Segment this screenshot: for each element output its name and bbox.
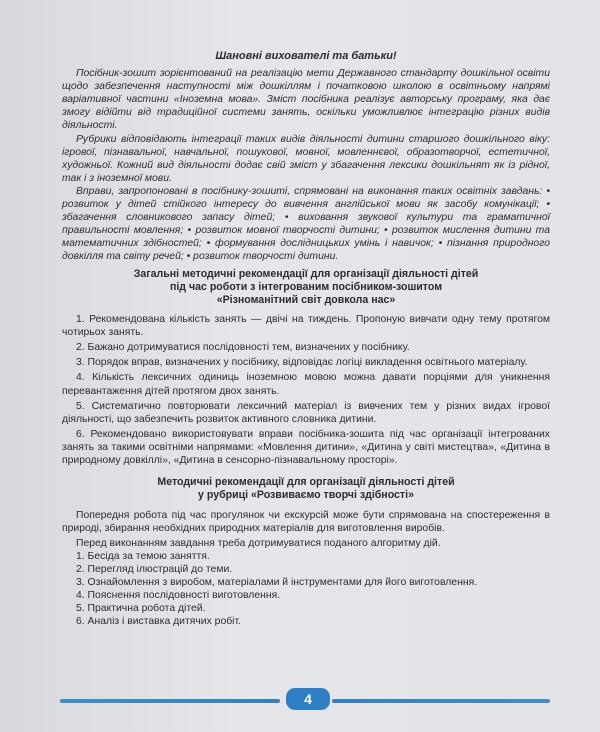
list-item: 2. Бажано дотримуватися послідовності тем, визначених у посібнику. [76, 342, 410, 354]
list-item: 3. Порядок вправ, визначених у посібнику, відповідає логіці викладення освітнього матеріалу. [76, 357, 528, 369]
step-item: 5. Практична робота дітей. [76, 603, 206, 615]
intro-section [62, 67, 550, 263]
footer-rule-left [60, 699, 280, 703]
section2-heading-line: у рубриці «Розвиваємо творчі здібності» [198, 489, 414, 502]
section2-heading [62, 476, 550, 502]
page-number-badge: 4 [286, 688, 330, 710]
list-item: 1. Рекомендована кількість занять — двічі на тиждень. Пропоную вивчати одну тему протягом чотирьох занять. [62, 314, 550, 339]
list-item: 6. Рекомендовано використовувати вправи посібника-зошита під час організації інтегрованих занять за такими освітніми напрямами: «Мовлення дитини», «Дитина у світі мистецтва», «Дитина в природному довкіллі», «Дитина в сенсорно-пізнавальному просторі». [62, 428, 550, 467]
section2-heading-line: Методичні рекомендації для організації діяльності дітей [157, 476, 455, 489]
page-footer [60, 688, 550, 707]
list-item: 5. Систематично повторювати лексичний матеріал із вивчених тем у різних видах ігрової діяльності, що забезпечить розвиток активного словника дитини. [62, 400, 550, 425]
section1-heading-line: під час роботи з інтегрованим посібником-зошитом [169, 280, 443, 293]
step-item: 4. Пояснення послідовності виготовлення. [76, 590, 281, 602]
section2-paragraph: Попередня робота під час прогулянок чи екскурсій може бути спрямована на спостереження в природі, збирання необхідних природних матеріалів для виготовлення виробів. [62, 509, 550, 534]
intro-paragraph: Рубрики відповідають інтеграції таких видів діяльності дитини старшого дошкільного віку: ігрової, пізнавальної, навчальної, пошукової, мовної, мовленнєвої, образотворчої, естетичної, художньої. Кожний вид діяльності додає свій зміст у збагачення лексики дошкільнят як із рідної, так і з іноземної мови. [62, 133, 550, 184]
list-item: 4. Кількість лексичних одиниць іноземною мовою можна давати порціями для уникнення перевантаження дітей протягом двох занять. [62, 372, 550, 397]
section2-paragraph: Перед виконанням завдання треба дотримуватися поданого алгоритму дій. [76, 537, 441, 549]
section2-body [62, 509, 550, 629]
step-item: 2. Перегляд ілюстрацій до теми. [76, 563, 233, 575]
section1-heading [62, 268, 550, 308]
page-content [62, 50, 550, 628]
step-item: 1. Бесіда за темою заняття. [76, 550, 210, 562]
footer-rule-right [332, 699, 550, 703]
section1-list [62, 313, 550, 467]
intro-paragraph: Вправи, запропоновані в посібнику-зошиті, спрямовані на виконання таких освітніх завдань: • розвиток у дітей стійкого інтересу до вивчення англійської мови як засобу комунікації; • збагачення словникового запасу дітей; • виховання звукової культури та граматичної правильності мовлення; • розвиток мовної творчості дитини; • розвиток мислення дитини та математичних здібностей; • формування дослідницьких умінь і навичок; • пізнання природного довкілля та світу речей; • розвиток творчості дитини. [62, 185, 550, 263]
section1-heading-line: Загальні методичні рекомендації для організації діяльності дітей [133, 267, 479, 280]
intro-paragraph: Посібник-зошит зорієнтований на реалізацію мети Державного стандарту дошкільної освіти щодо забезпечення наступності між дошкіллям і початковою школою в освітньому напрямі варіативної частини «Іноземна мова». Зміст посібника реалізує авторську програму, яка дає змогу відійти від традиційної системи занять, оскільки уможливлює інтеграцію різних видів діяльності. [62, 68, 550, 132]
page-title: Шановні вихователі та батьки! [215, 50, 397, 62]
step-item: 3. Ознайомлення з виробом, матеріалами й інструментами для його виготовлення. [76, 577, 478, 589]
section1-heading-line: «Різноманітний світ довкола нас» [216, 293, 396, 306]
step-item: 6. Аналіз і виставка дитячих робіт. [76, 616, 241, 628]
